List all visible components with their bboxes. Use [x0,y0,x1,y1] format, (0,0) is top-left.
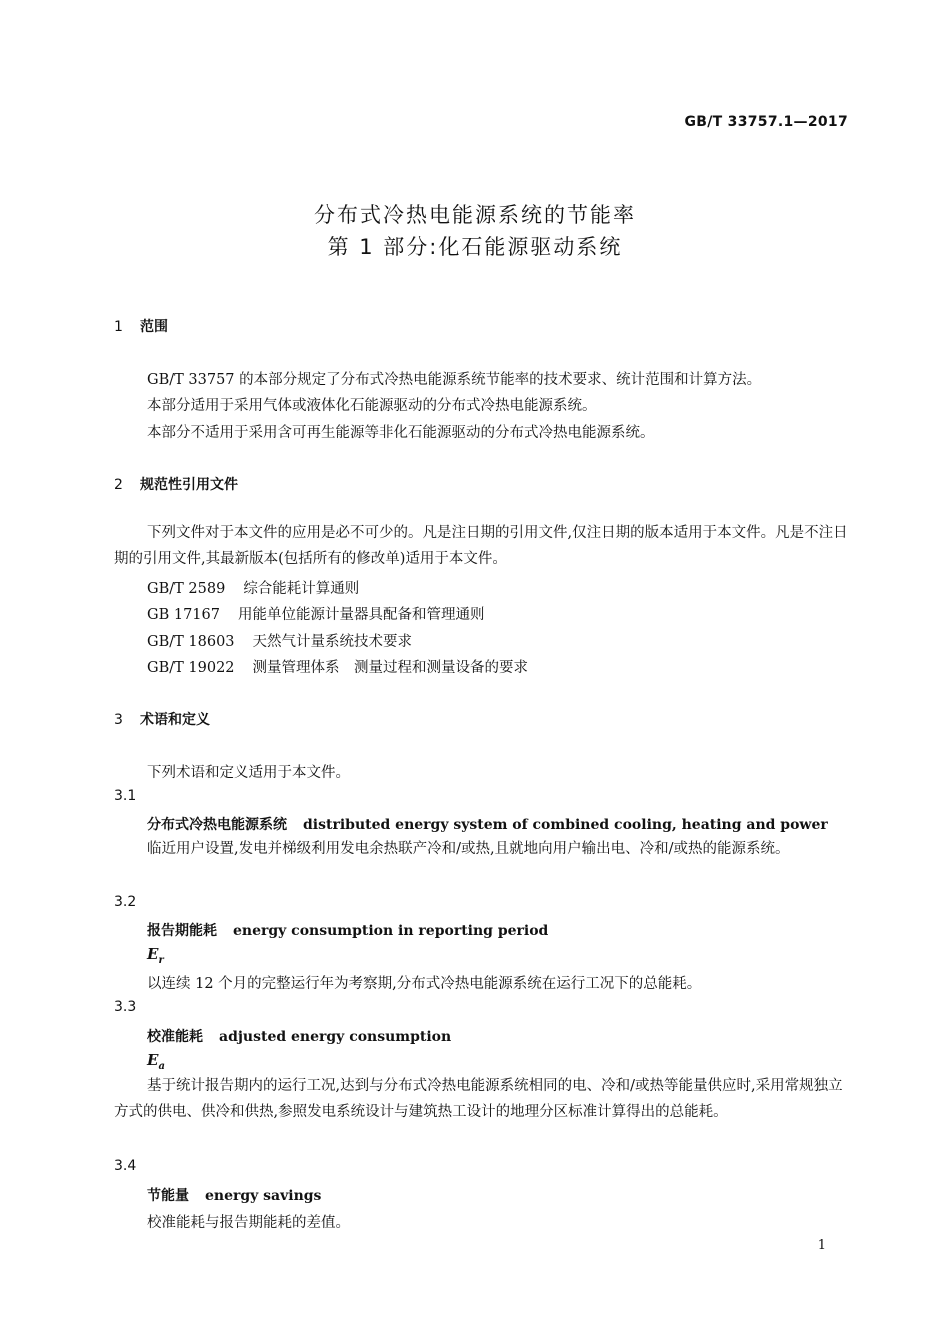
section-title: 术语和定义 [140,712,210,728]
reference-code: GB/T 2589 [147,581,226,597]
clause-number: 3.4 [114,1158,137,1174]
term-en: distributed energy system of combined cooling, heating and power [303,817,828,833]
section-2-heading [114,474,238,494]
reference-title: 用能单位能源计量器具配备和管理通则 [237,607,485,623]
term-symbol: $E_r$ [147,945,164,966]
term-zh: 报告期能耗 [147,923,217,939]
reference-title: 综合能耗计算通则 [243,581,360,597]
term-zh: 校准能耗 [147,1029,203,1045]
document-subtitle: 第 1 部分:化石能源驱动系统 [327,235,623,259]
paragraph: 下列术语和定义适用于本文件。 [147,765,350,781]
term-en: energy consumption in reporting period [233,923,549,939]
term-en: energy savings [205,1188,322,1204]
document-title: 分布式冷热电能源系统的节能率 [314,203,636,227]
paragraph: 本部分适用于采用气体或液体化石能源驱动的分布式冷热电能源系统。 [147,398,597,414]
term-symbol: $E_a$ [147,1051,165,1072]
term-entry [147,814,828,834]
term-zh: 节能量 [147,1188,189,1204]
section-title: 范围 [140,319,168,335]
reference-code: GB/T 19022 [147,660,235,676]
section-number: 1 [114,319,123,335]
term-definition: 以连续 12 个月的完整运行年为考察期,分布式冷热电能源系统在运行工况下的总能耗。 [147,976,702,992]
clause-number: 3.2 [114,894,137,910]
reference-item [147,630,412,651]
section-number: 3 [114,712,123,728]
reference-code: GB 17167 [147,607,220,623]
term-definition: 校准能耗与报告期能耗的差值。 [147,1215,350,1231]
reference-item [147,656,528,677]
reference-item [147,577,359,598]
page-number: 1 [817,1238,826,1253]
reference-title: 天然气计量系统技术要求 [252,634,413,650]
term-zh: 分布式冷热电能源系统 [147,817,287,833]
reference-code: GB/T 18603 [147,634,235,650]
reference-title: 测量管理体系 测量过程和测量设备的要求 [252,660,529,676]
clause-number: 3.3 [114,999,137,1015]
paragraph: GB/T 33757 的本部分规定了分布式冷热电能源系统节能率的技术要求、统计范围和计算方法。 [147,372,762,388]
term-definition: 基于统计报告期内的运行工况,达到与分布式冷热电能源系统相同的电、冷和/或热等能量供应时,采用常规独立方式的供电、供冷和供热,参照发电系统设计与建筑热工设计的地理分区标准计算得出的总能耗。 [114,1078,843,1120]
term-en: adjusted energy consumption [219,1029,452,1045]
standard-code: GB/T 33757.1—2017 [684,114,848,130]
term-entry [147,1026,451,1046]
section-number: 2 [114,477,123,493]
section-3-heading [114,709,210,729]
clause-number: 3.1 [114,788,137,804]
term-entry [147,920,548,940]
section-title: 规范性引用文件 [140,477,238,493]
term-entry [147,1185,321,1205]
section-1-heading [114,316,168,336]
paragraph: 本部分不适用于采用含可再生能源等非化石能源驱动的分布式冷热电能源系统。 [147,425,655,441]
paragraph: 下列文件对于本文件的应用是必不可少的。凡是注日期的引用文件,仅注日期的版本适用于本文件。凡是不注日期的引用文件,其最新版本(包括所有的修改单)适用于本文件。 [114,525,848,567]
term-definition: 临近用户设置,发电并梯级利用发电余热联产冷和/或热,且就地向用户输出电、冷和/或热的能源系统。 [147,841,790,857]
reference-item [147,603,484,624]
